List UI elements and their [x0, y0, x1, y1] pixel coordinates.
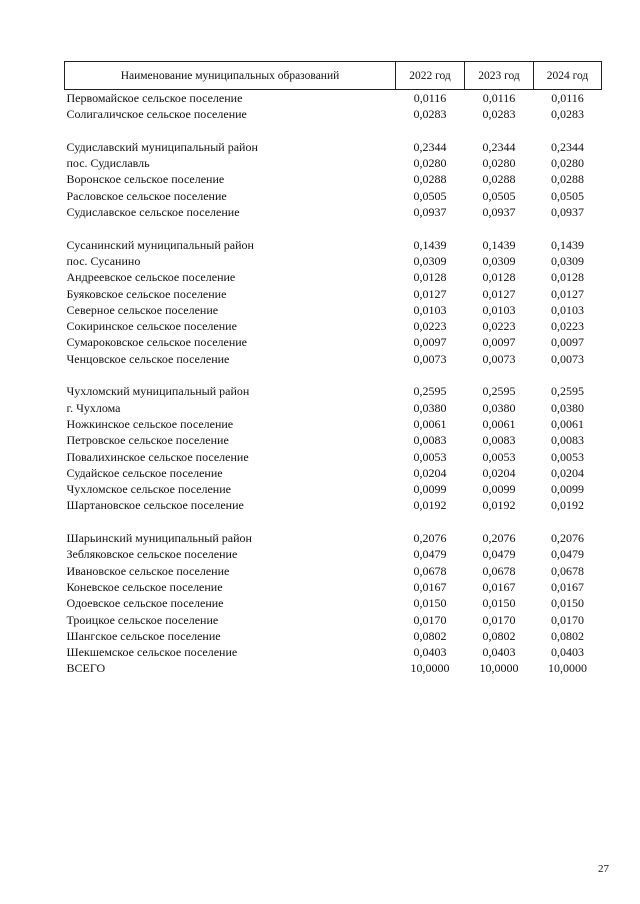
municipality-name-cell: Шекшемское сельское поселение: [66, 645, 238, 660]
value-2024-cell: 0,0479: [551, 547, 584, 562]
table-row: [65, 139, 602, 155]
value-2022-cell: 0,0280: [413, 156, 447, 171]
table-row: [65, 546, 602, 562]
value-2024-cell: 0,0061: [551, 416, 584, 431]
value-2022-cell: 0,2076: [413, 531, 447, 546]
municipality-name-cell: Троицкое сельское поселение: [66, 612, 219, 627]
value-2024-cell: 0,0937: [551, 205, 584, 220]
value-2024-cell: 0,0678: [551, 563, 584, 578]
value-2022-cell: 0,0479: [413, 547, 447, 562]
value-2023-cell: 0,0192: [482, 498, 516, 513]
table-row: [65, 563, 602, 579]
value-2023-cell: 0,0283: [482, 107, 516, 122]
header-municipality-name: Наименование муниципальных образований: [65, 62, 396, 90]
value-2023-cell: 0,0097: [482, 335, 516, 350]
header-year-2023: 2023 год: [465, 62, 534, 90]
table-row: [65, 204, 602, 220]
table-row: [65, 660, 602, 676]
value-2024-cell: 0,0116: [551, 91, 584, 105]
value-2023-cell: [465, 220, 534, 236]
value-2022-cell: 0,0403: [413, 645, 447, 660]
municipality-name-cell: Андреевское сельское поселение: [66, 270, 236, 285]
municipality-name-cell: Чухломское сельское поселение: [66, 482, 231, 497]
value-2022-cell: 0,0678: [413, 563, 447, 578]
value-2023-cell: 0,2344: [482, 139, 516, 154]
value-2023-cell: 0,0479: [482, 547, 516, 562]
municipality-name-cell: ВСЕГО: [66, 661, 106, 676]
value-2024-cell: [534, 123, 602, 139]
value-2023-cell: 0,0128: [482, 270, 516, 285]
municipality-name-cell: Ножкинское сельское поселение: [66, 416, 234, 431]
value-2023-cell: 0,0380: [482, 400, 516, 415]
table-row: [65, 302, 602, 318]
value-2024-cell: [534, 367, 602, 383]
municipality-name-cell: Зебляковское сельское поселение: [66, 547, 238, 562]
table-row: [65, 367, 602, 383]
municipality-name-cell: [65, 367, 396, 383]
value-2024-cell: 0,0150: [551, 596, 584, 611]
municipality-name-cell: пос. Сусанино: [66, 253, 141, 268]
table-row: [65, 579, 602, 595]
value-2024-cell: 0,2595: [551, 384, 584, 399]
value-2023-cell: 0,0937: [482, 205, 516, 220]
page-number: 27: [598, 863, 609, 875]
municipality-name-cell: Сусанинский муниципальный район: [66, 237, 254, 252]
value-2024-cell: 0,0099: [551, 482, 584, 497]
municipality-name-cell: Судиславское сельское поселение: [66, 205, 240, 220]
value-2023-cell: 0,0150: [482, 596, 516, 611]
value-2024-cell: 0,0103: [551, 302, 584, 317]
table-row: [65, 188, 602, 204]
value-2022-cell: 0,0802: [413, 628, 447, 643]
value-2023-cell: 0,0053: [482, 449, 516, 464]
value-2024-cell: 0,0192: [551, 498, 584, 513]
municipality-name-cell: Чухломский муниципальный район: [66, 384, 250, 399]
table-row: [65, 171, 602, 187]
value-2023-cell: 0,0505: [482, 188, 516, 203]
table-body: [65, 90, 602, 677]
value-2024-cell: 0,0283: [551, 107, 584, 122]
value-2022-cell: 0,0099: [413, 482, 447, 497]
value-2024-cell: 0,2344: [551, 139, 584, 154]
table-row: [65, 155, 602, 171]
municipality-name-cell: Ивановское сельское поселение: [66, 563, 230, 578]
value-2023-cell: 10,0000: [479, 661, 519, 676]
table-row: [65, 90, 602, 107]
value-2022-cell: 0,2344: [413, 139, 447, 154]
value-2022-cell: [396, 514, 465, 530]
municipality-name-cell: Петровское сельское поселение: [66, 433, 229, 448]
value-2022-cell: 0,0309: [413, 253, 447, 268]
table-row: [65, 400, 602, 416]
value-2024-cell: 0,0053: [551, 449, 584, 464]
municipality-name-cell: [65, 514, 396, 530]
value-2022-cell: 0,0127: [413, 286, 447, 301]
table-row: [65, 416, 602, 432]
header-year-2024: 2024 год: [534, 62, 602, 90]
value-2023-cell: 0,0288: [482, 172, 516, 187]
municipality-name-cell: [65, 123, 396, 139]
value-2022-cell: [396, 123, 465, 139]
value-2024-cell: 0,0380: [551, 400, 584, 415]
table-header-row: [65, 62, 602, 90]
value-2022-cell: 0,0505: [413, 188, 447, 203]
municipality-name-cell: Расловское сельское поселение: [66, 188, 227, 203]
distribution-table: [64, 61, 602, 677]
municipality-name-cell: Шарьинский муниципальный район: [66, 531, 252, 546]
value-2023-cell: 0,0403: [482, 645, 516, 660]
municipality-name-cell: Судайское сельское поселение: [66, 465, 223, 480]
value-2022-cell: 0,0116: [413, 91, 447, 105]
table-row: [65, 612, 602, 628]
value-2022-cell: 0,0192: [413, 498, 447, 513]
table-row: [65, 514, 602, 530]
value-2022-cell: 0,0128: [413, 270, 447, 285]
municipality-name-cell: Воронское сельское поселение: [66, 172, 225, 187]
value-2023-cell: 0,0083: [482, 433, 516, 448]
value-2024-cell: 0,0309: [551, 253, 584, 268]
table-row: [65, 123, 602, 139]
value-2024-cell: 0,0223: [551, 319, 584, 334]
table-row: [65, 595, 602, 611]
municipality-name-cell: Сокиринское сельское поселение: [66, 319, 237, 334]
table-row: [65, 106, 602, 122]
table-row: [65, 269, 602, 285]
municipality-name-cell: Первомайское сельское поселение: [66, 91, 243, 105]
municipality-name-cell: Северное сельское поселение: [66, 302, 219, 317]
value-2024-cell: 0,0127: [551, 286, 584, 301]
table-row: [65, 383, 602, 399]
value-2022-cell: 0,0150: [413, 596, 447, 611]
value-2024-cell: 0,0073: [551, 351, 584, 366]
value-2022-cell: 0,0283: [413, 107, 447, 122]
municipality-name-cell: Повалихинское сельское поселение: [66, 449, 249, 464]
value-2023-cell: 0,0223: [482, 319, 516, 334]
value-2024-cell: 0,0288: [551, 172, 584, 187]
value-2023-cell: 0,1439: [482, 237, 516, 252]
value-2022-cell: [396, 220, 465, 236]
value-2022-cell: 0,0223: [413, 319, 447, 334]
value-2022-cell: 0,2595: [413, 384, 447, 399]
municipality-name-cell: г. Чухлома: [66, 400, 121, 415]
value-2022-cell: 0,0380: [413, 400, 447, 415]
table-row: [65, 530, 602, 546]
value-2023-cell: 0,0073: [482, 351, 516, 366]
value-2023-cell: 0,0061: [482, 416, 516, 431]
value-2024-cell: 0,0170: [551, 612, 584, 627]
value-2023-cell: 0,0099: [482, 482, 516, 497]
value-2023-cell: 0,0280: [482, 156, 516, 171]
value-2022-cell: 10,0000: [410, 661, 450, 676]
header-year-2022: 2022 год: [396, 62, 465, 90]
municipality-name-cell: Шангское сельское поселение: [66, 628, 221, 643]
value-2023-cell: 0,0204: [482, 465, 516, 480]
value-2022-cell: 0,0167: [413, 579, 447, 594]
value-2023-cell: 0,0802: [482, 628, 516, 643]
value-2024-cell: 0,0128: [551, 270, 584, 285]
value-2024-cell: 0,0167: [551, 579, 584, 594]
table-row: [65, 449, 602, 465]
municipality-name-cell: Ченцовское сельское поселение: [66, 351, 230, 366]
value-2023-cell: 0,2595: [482, 384, 516, 399]
value-2024-cell: 0,0280: [551, 156, 584, 171]
value-2022-cell: 0,0937: [413, 205, 447, 220]
value-2022-cell: 0,0288: [413, 172, 447, 187]
value-2024-cell: 0,0802: [551, 628, 584, 643]
municipality-name-cell: Шартановское сельское поселение: [66, 498, 244, 513]
value-2023-cell: 0,0127: [482, 286, 516, 301]
table-row: [65, 253, 602, 269]
value-2024-cell: 0,0505: [551, 188, 584, 203]
table-row: [65, 465, 602, 481]
table-row: [65, 351, 602, 367]
value-2024-cell: 0,1439: [551, 237, 584, 252]
value-2022-cell: 0,0097: [413, 335, 447, 350]
value-2023-cell: 0,0678: [482, 563, 516, 578]
municipality-name-cell: Коневское сельское поселение: [66, 579, 223, 594]
value-2022-cell: 0,0073: [413, 351, 447, 366]
value-2023-cell: 0,0309: [482, 253, 516, 268]
municipality-name-cell: [65, 220, 396, 236]
value-2024-cell: 0,0204: [551, 465, 584, 480]
municipality-name-cell: Сумароковское сельское поселение: [66, 335, 248, 350]
value-2022-cell: 0,0103: [413, 302, 447, 317]
value-2022-cell: [396, 367, 465, 383]
value-2022-cell: 0,0053: [413, 449, 447, 464]
value-2022-cell: 0,0204: [413, 465, 447, 480]
municipality-name-cell: Судиславский муниципальный район: [66, 139, 258, 154]
table-row: [65, 286, 602, 302]
value-2023-cell: 0,0167: [482, 579, 516, 594]
value-2023-cell: [465, 367, 534, 383]
value-2024-cell: [534, 220, 602, 236]
value-2024-cell: [534, 514, 602, 530]
value-2023-cell: 0,0103: [482, 302, 516, 317]
value-2022-cell: 0,0061: [413, 416, 447, 431]
value-2023-cell: 0,0116: [482, 91, 516, 105]
value-2024-cell: 0,0097: [551, 335, 584, 350]
table-row: [65, 644, 602, 660]
value-2023-cell: 0,2076: [482, 531, 516, 546]
value-2024-cell: 0,0403: [551, 645, 584, 660]
value-2024-cell: 10,0000: [548, 661, 587, 676]
table-row: [65, 481, 602, 497]
table-row: [65, 334, 602, 350]
value-2023-cell: [465, 123, 534, 139]
table-row: [65, 237, 602, 253]
table-row: [65, 628, 602, 644]
municipality-name-cell: Одоевское сельское поселение: [66, 596, 224, 611]
value-2024-cell: 0,2076: [551, 531, 584, 546]
municipality-name-cell: Буяковское сельское поселение: [66, 286, 227, 301]
value-2022-cell: 0,1439: [413, 237, 447, 252]
table-row: [65, 318, 602, 334]
table-row: [65, 432, 602, 448]
municipality-name-cell: Солигаличское сельское поселение: [66, 107, 247, 122]
value-2023-cell: 0,0170: [482, 612, 516, 627]
municipality-name-cell: пос. Судиславль: [66, 156, 150, 171]
value-2023-cell: [465, 514, 534, 530]
table-row: [65, 220, 602, 236]
table-row: [65, 497, 602, 513]
value-2024-cell: 0,0083: [551, 433, 584, 448]
value-2022-cell: 0,0083: [413, 433, 447, 448]
value-2022-cell: 0,0170: [413, 612, 447, 627]
